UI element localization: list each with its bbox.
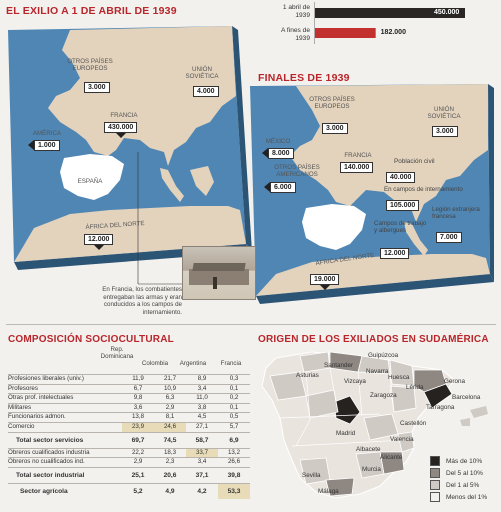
- province-malaga: Málaga: [318, 488, 339, 495]
- social-title: COMPOSICIÓN SOCIOCULTURAL: [8, 334, 174, 345]
- province-alicante: Alicante: [380, 454, 403, 461]
- photo-caption: En Francia, los combatientes entregaban las armas y eran conducidos a los campos de internamiento.: [102, 286, 182, 316]
- row-label: Profesores: [8, 384, 122, 394]
- map1-title: EL EXILIO A 1 DE ABRIL DE 1939: [6, 5, 177, 17]
- map2-francia-label: FRANCIA: [344, 152, 372, 159]
- cell: 6,7: [122, 384, 154, 394]
- province-asturias: Asturias: [296, 372, 319, 379]
- cell: 0,1: [218, 384, 250, 394]
- province-valencia: Valencia: [390, 436, 414, 443]
- cell: 20,6: [154, 467, 186, 483]
- cell: 3,6: [122, 403, 154, 413]
- province-tarragona: Tarragona: [426, 404, 455, 411]
- map2-otros-americanos-label: OTROS PAÍSES AMERICANOS: [274, 164, 320, 178]
- cell: 37,1: [186, 467, 218, 483]
- province-zaragoza: Zaragoza: [370, 392, 397, 399]
- cell: 3,4: [186, 384, 218, 394]
- cell: 69,7: [122, 432, 154, 448]
- map2-africa-label: ÁFRICA DEL NORTE: [315, 251, 375, 268]
- cell: 6,3: [154, 394, 186, 404]
- map2-campos-value: 105.000: [386, 200, 419, 211]
- cell: 5,2: [122, 483, 154, 499]
- map1-union-sovietica-value: 4.000: [193, 86, 219, 97]
- map2-legion-label: Legión extranjera francesa: [432, 206, 480, 220]
- row-label: Funcionarios admon.: [8, 413, 122, 423]
- map1-espana-label: ESPAÑA: [77, 178, 103, 185]
- province-huesca: Huesca: [388, 374, 410, 381]
- cell: 9,8: [122, 394, 154, 404]
- legend-item: Más de 10%: [430, 455, 487, 467]
- row-label: Total sector servicios: [8, 432, 122, 448]
- province-lerida: Lérida: [406, 384, 424, 391]
- cell: 5,7: [218, 422, 250, 432]
- cell: 4,9: [154, 483, 186, 499]
- map1-america-label: AMÉRICA: [32, 130, 62, 137]
- map1-africa-label: ÁFRICA DEL NORTE: [85, 219, 145, 232]
- map1-otros-paises-value: 3.000: [84, 82, 110, 93]
- cell: 18,3: [154, 448, 186, 458]
- cell: 6,9: [218, 432, 250, 448]
- province-guipuzcoa: Guipúzcoa: [368, 352, 399, 359]
- cell: 4,5: [186, 413, 218, 423]
- cell: 3,8: [186, 403, 218, 413]
- row-label: Otras prof. intelectuales: [8, 394, 122, 404]
- map1-francia-label: FRANCIA: [110, 112, 138, 119]
- cell: 22,2: [122, 448, 154, 458]
- col-header-colombia: Colombia: [141, 360, 169, 367]
- col-header-francia: Francia: [220, 360, 242, 367]
- province-barcelona: Barcelona: [452, 394, 481, 401]
- map1-africa-value: 12.000: [84, 234, 113, 245]
- cell: 4,2: [186, 483, 218, 499]
- map2-otros-paises-label: OTROS PAÍSES EUROPEOS: [309, 96, 355, 110]
- cell: 0,5: [218, 413, 250, 423]
- cell: 25,1: [122, 467, 154, 483]
- map2-africa-value: 19.000: [310, 274, 339, 285]
- cell: 39,8: [218, 467, 250, 483]
- row-label: Obreros cualificados industria: [8, 448, 122, 458]
- map2-campos-trabajo-value: 12.000: [380, 248, 409, 259]
- map2-legion-value: 7.000: [436, 232, 462, 243]
- cell: 21,7: [154, 375, 186, 385]
- province-navarra: Navarra: [366, 368, 389, 375]
- map2-title: FINALES DE 1939: [258, 72, 350, 84]
- cell: 8,9: [186, 375, 218, 385]
- cell: 0,2: [218, 394, 250, 404]
- map2-francia-value: 140.000: [340, 162, 373, 173]
- province-vizcaya: Vizcaya: [344, 378, 366, 385]
- row-label: Obreros no cualificados ind.: [8, 458, 122, 468]
- cell: 10,9: [154, 384, 186, 394]
- bar-label-2: A fines de 1939: [281, 27, 310, 42]
- map2-poblacion-civil-label: Población civil: [394, 158, 435, 165]
- map1-union-sovietica-label: UNIÓN SOVIÉTICA: [185, 66, 219, 80]
- row-label: Militares: [8, 403, 122, 413]
- map1-otros-paises-label: OTROS PAÍSES EUROPEOS: [67, 58, 113, 72]
- cell: 2,9: [154, 403, 186, 413]
- province-albacete: Albacete: [356, 446, 381, 453]
- province-murcia: Murcia: [362, 466, 381, 473]
- cell-highlighted: 33,7: [186, 448, 218, 458]
- origin-legend: [430, 455, 487, 503]
- map2-otros-americanos-value: 6.000: [270, 182, 296, 193]
- cell: 3,4: [186, 458, 218, 468]
- cell: 0,1: [218, 403, 250, 413]
- col-header-dominicana: Rep. Dominicana: [100, 346, 134, 360]
- map1-francia-value: 430.000: [104, 122, 137, 133]
- cell-highlighted: 23,9: [122, 422, 154, 432]
- province-castellon: Castellón: [400, 420, 427, 427]
- row-label: Profesiones liberales (univ.): [8, 375, 122, 385]
- map1-america-value: 1.000: [34, 140, 60, 151]
- legend-item: Del 1 al 5%: [430, 479, 487, 491]
- cell: 13,8: [122, 413, 154, 423]
- cell-highlighted: 24,6: [154, 422, 186, 432]
- cell: 74,5: [154, 432, 186, 448]
- cell: 11,0: [186, 394, 218, 404]
- cell: 27,1: [186, 422, 218, 432]
- cell: 26,6: [218, 458, 250, 468]
- province-sevilla: Sevilla: [302, 472, 321, 479]
- row-label: Comercio: [8, 422, 122, 432]
- cell: 0,3: [218, 375, 250, 385]
- col-header-argentina: Argentina: [179, 360, 207, 367]
- map2-union-sovietica-label: UNIÓN SOVIÉTICA: [427, 106, 461, 120]
- cell: 2,9: [122, 458, 154, 468]
- bar-label-1: 1 abril de 1939: [282, 4, 310, 19]
- cell: 58,7: [186, 432, 218, 448]
- cell: 11,9: [122, 375, 154, 385]
- cell: 8,1: [154, 413, 186, 423]
- map2-mexico-value: 8.000: [268, 148, 294, 159]
- bar-value-2: 182.000: [380, 29, 406, 36]
- row-label: Sector agrícola: [8, 483, 122, 499]
- map2-campos-trabajo-label: Campos de trabajo y albergues: [374, 220, 427, 234]
- legend-item: Del 5 al 10%: [430, 467, 487, 479]
- map2-poblacion-civil-value: 40.000: [386, 172, 415, 183]
- cell: 2,3: [154, 458, 186, 468]
- map2-campos-label: En campos de internamiento: [384, 186, 463, 193]
- province-madrid: Madrid: [336, 430, 356, 437]
- map2-mexico-label: MÉXICO: [265, 138, 291, 145]
- cell-highlighted: 53,3: [218, 483, 250, 499]
- map2-otros-paises-value: 3.000: [322, 123, 348, 134]
- province-santander: Santander: [324, 362, 354, 369]
- map2-union-sovietica-value: 3.000: [432, 126, 458, 137]
- cell: 13,2: [218, 448, 250, 458]
- origin-title: ORIGEN DE LOS EXILIADOS EN SUDAMÉRICA: [258, 334, 489, 345]
- province-gerona: Gerona: [444, 378, 466, 385]
- row-label: Total sector industrial: [8, 467, 122, 483]
- legend-item: Menos del 1%: [430, 491, 487, 503]
- bar-value-1: 450.000: [434, 9, 460, 16]
